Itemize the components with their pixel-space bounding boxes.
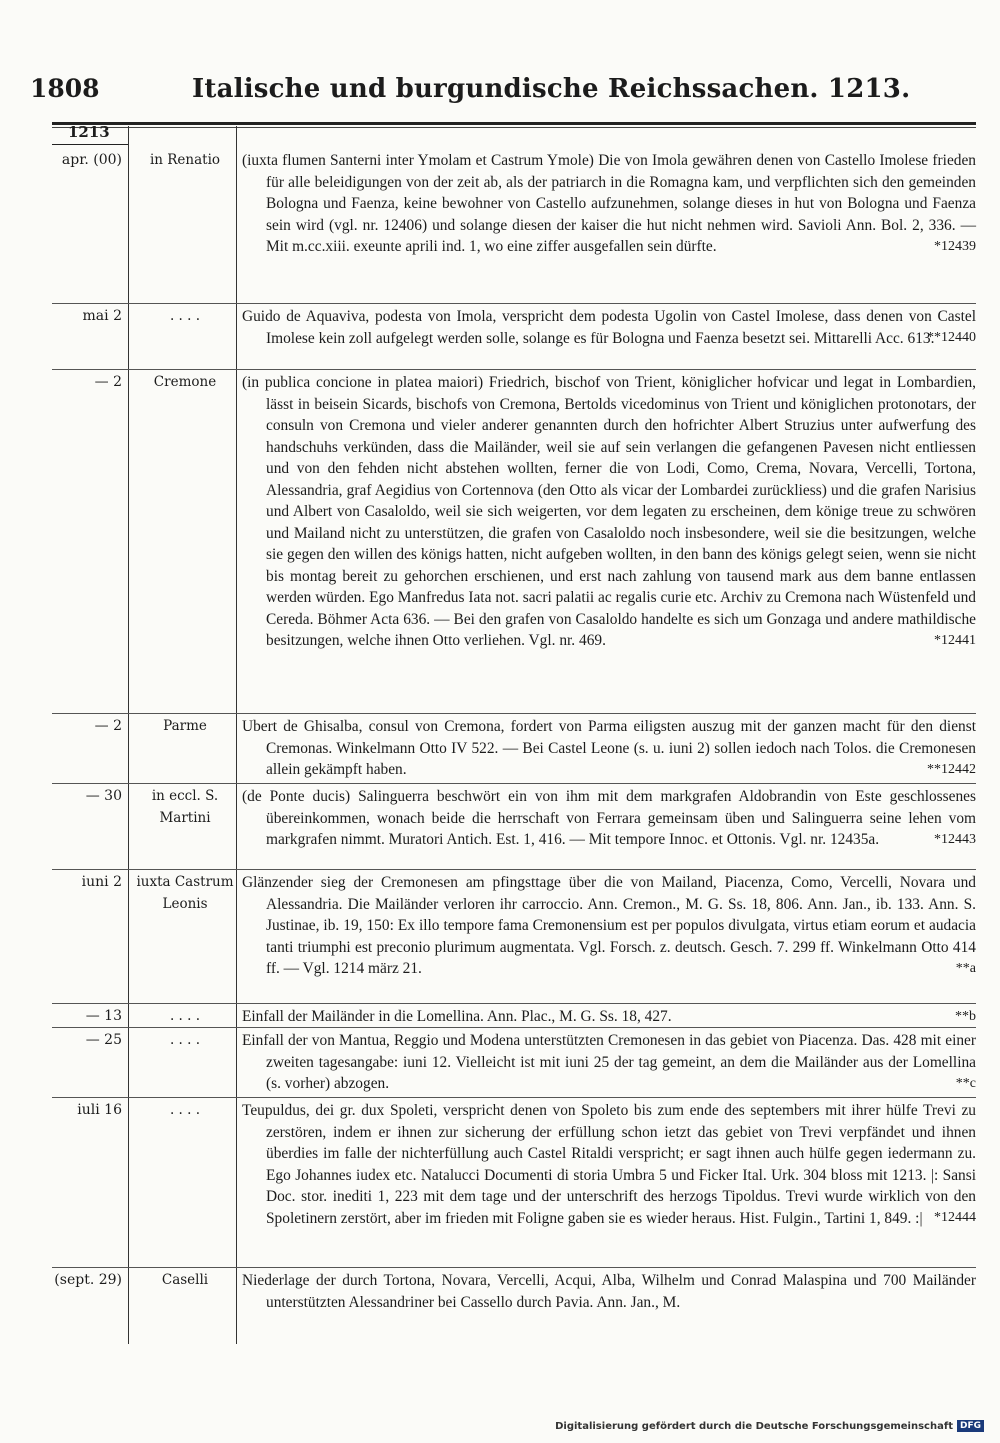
entry-place: iuxta Castrum Leonis [136,874,234,912]
entry-text: (in publica concione in platea maiori) Friedrich, bischof von Trient, königlicher hofvicar und legat in Lombardien, lässt in beisein Sicards, bischofs von Cremona, Bertolds vicedominus von Trient und königlichen protonotars, der consuln von Cremona und vieler anderer genannten durch den hofrichter Albert Struzius unter aufwerfung des handschuhs verkünden, dass die Mailänder, weil sie auf sein verlangen die gefangenen Pavesen nicht entliessen und von den fehden nicht abstehen wollten, ferner die von Lodi, Como, Crema, Novara, Vercelli, Tortona, Alessandria, graf Aegidius von Cortennova (den Otto als vicar der Lombardei zurückliess) und die grafen Narisius und Albert von Casaloldo, weil sie sich weigerten, vor dem legaten zu erscheinen, dem könige treue zu schwören und Mailand nicht zu unterstützen, die grafen von Casaloldo noch insbesondere, weil sie die besitzungen, welche sie gegen den willen des königs hatten, nicht aufgeben wollten, in den bann des königs gelegt seien, wenn sie nicht bis montag bereit zu gehorchen erschienen, und erst nach zahlung von tausend mark aus dem banne entlassen werden würden. Ego Manfredus Iata not. sacri palatii ac regalis curie etc. Archiv zu Cremona nach Wüstenfeld und Cereda. Böhmer Acta 636. — Bei den grafen von Casaloldo handelte es sich um Gonzaga und andere mathildische besitzungen, welche ihnen Otto verliehen. Vgl. nr. 469. [242,374,976,649]
entry-place: in eccl. S. Martini [151,788,219,826]
entry-text: Einfall der Mailänder in die Lomellina. Ann. Plac., M. G. Ss. 18, 427. [242,1008,672,1025]
entry-date: (sept. 29) [54,1272,122,1288]
entry-number: *12441 [934,632,976,648]
column-divider-date [128,126,129,1344]
entry-text: (iuxta flumen Santerni inter Ymolam et Castrum Ymole) Die von Imola gewähren denen von Castello Imolese frieden für alle beleidigungen von der zeit ab, als der patriarch in die Romagna kam, und verpflichten sich den gemeinden Bologna und Faenza, keine bewohner von Castello aufzunehmen, solange dieses in hut von Bologna und Faenza sein wird (vgl. nr. 12406) und solange diesen der kaiser die hut nicht nehmen wird. Savioli Ann. Bol. 2, 336. — Mit m.cc.xiii. exeunte aprili ind. 1, wo eine ziffer ausgefallen sein dürfte. [242,152,976,255]
entry-separator [52,303,976,304]
entry-number: **12440 [927,330,976,345]
header-rule-thin [52,127,976,128]
footer-text: Digitalisierung gefördert durch die Deutsche Forschungsgemeinschaft [555,1420,953,1432]
entry-text: (de Ponte ducis) Salinguerra beschwört ein von ihm mit dem markgrafen Aldobrandin von Este geschlossenes übereinkommen, wonach beide die herrschaft von Ferrara gemeinsam üben und Salinguerra seine lehen vom markgrafen nimmt. Muratori Antich. Est. 1, 416. — Mit tempore Innoc. et Ottonis. Vgl. nr. 12435a. [242,788,976,848]
entry-separator [52,783,976,784]
entry-text: Niederlage der durch Tortona, Novara, Vercelli, Acqui, Alba, Wilhelm und Conrad Malaspina und 700 Mailänder unterstützten Alessandriner bei Cassello durch Pavia. Ann. Jan., M. [242,1272,976,1311]
entry-place: . . . . [169,1032,201,1048]
entry-number: **b [955,1008,976,1024]
entry-date: — 30 [85,788,122,804]
entry-place: in Renatio [149,152,221,168]
year-label: 1213 [68,123,110,141]
entry-date: — 25 [85,1032,122,1048]
entry-separator [52,369,976,370]
entry-separator [52,1027,976,1028]
entry-text-block [242,1100,976,1227]
entry-place: . . . . [169,308,201,324]
running-title: Italische und burgundische Reichssachen. 1213. [192,74,911,104]
entry-date: — 13 [85,1008,122,1024]
entry-text: Teupuldus, dei gr. dux Spoleti, verspricht denen von Spoleto bis zum ende des septembers mit ihrer hülfe Trevi zu zerstören, indem er ihnen zur sicherung der erfüllung schon ietzt das gebiet von Trevi verpfändet und ihnen überdies im falle der nichterfüllung auch Castel Ritaldi verspricht; er sagt ihnen auch hülfe gegen iedermann zu. Ego Johannes iudex etc. Natalucci Documenti di storia Umbra 5 und Ficker Ital. Urk. 304 bloss mit 1213. |: Sansi Doc. stor. inediti 1, 223 mit dem tage und der unterschrift des herzogs Tipoldus. Trevi wurde wirklich von den Spoletinern zerstört, aber im frieden mit Foligne gaben sie es wieder heraus. Hist. Fulgin., Tartini 1, 849. :| [242,1102,976,1227]
entry-date: — 2 [94,374,122,390]
entry-text-block [242,150,976,256]
entry-text-block [242,1270,976,1311]
entry-date: mai 2 [82,308,122,324]
page-header [30,74,980,114]
entry-place: . . . . [169,1008,201,1024]
entry-text-block [242,372,976,650]
entry-text-block [242,1030,976,1093]
page-number: 1808 [30,74,100,103]
entry-text: Ubert de Ghisalba, consul von Cremona, fordert von Parma eiligsten auszug mit der ganzen macht für den dienst Cremonas. Winkelmann Otto IV 522. — Bei Castel Leone (s. u. iuni 2) sollen iedoch nach Tolos. die Cremonesen allein gekämpft haben. [242,718,976,778]
entry-separator [52,1097,976,1098]
header-rule [52,122,976,125]
entry-text-block [242,872,976,978]
footer [555,1420,984,1432]
entry-text-block [242,1006,976,1026]
entry-number: *12443 [934,831,976,847]
entry-separator [52,869,976,870]
entry-separator [52,1267,976,1268]
entry-date: apr. (00) [61,152,122,168]
entry-text: Einfall der von Mantua, Reggio und Modena unterstützten Cremonesen in das gebiet von Piacenza. Das. 428 mit einer zweiten tagesangabe: iuni 12. Vielleicht ist mit iuni 25 der tag gemeint, an dem die Mailänder aus der Lomellina (s. vorher) abzogen. [242,1032,976,1092]
entry-place: . . . . [169,1102,201,1118]
entry-text-block [242,306,976,347]
entry-date: iuli 16 [77,1102,122,1118]
entry-place: Cremone [153,374,217,390]
dfg-logo: DFG [957,1420,984,1432]
entry-text: Glänzender sieg der Cremonesen am pfingsttage über die von Mailand, Piacenza, Como, Vercelli, Novara und Alessandria. Die Mailänder verloren ihr carroccio. Ann. Cremon., M. G. Ss. 18, 806. Ann. Jan., ib. 133. Ann. S. Justinae, ib. 19, 150: Ex illo tempore fama Cremonensium est per populos divulgata, virtus etiam eorum et audacia tanti triumphi est preconio plurimum augmentata. Vgl. Forsch. z. deutsch. Gesch. 7. 299 ff. Winkelmann Otto 414 ff. — Vgl. 1214 märz 21. [242,874,976,977]
entry-place: Parme [163,718,207,734]
entry-text: Guido de Aquaviva, podesta von Imola, verspricht dem podesta Ugolin von Castel Imolese, dass denen von Castel Imolese kein zoll aufgelegt werden solle, solange es für Bologna und Faenza besetzt sei. Mittarelli Acc. 613. [242,308,976,347]
entry-separator [52,1003,976,1004]
entry-number: *12444 [934,1210,976,1225]
entry-date: — 2 [94,718,122,734]
entry-separator [52,713,976,714]
entry-text-block [242,786,976,849]
entry-place: Caselli [161,1272,209,1288]
entry-number: **a [955,960,976,976]
entry-date: iuni 2 [81,874,122,890]
entry-number: *12439 [934,238,976,254]
entry-number: **c [955,1075,976,1091]
entry-number: **12442 [927,761,976,777]
year-rule [52,144,128,145]
entry-text-block [242,716,976,779]
